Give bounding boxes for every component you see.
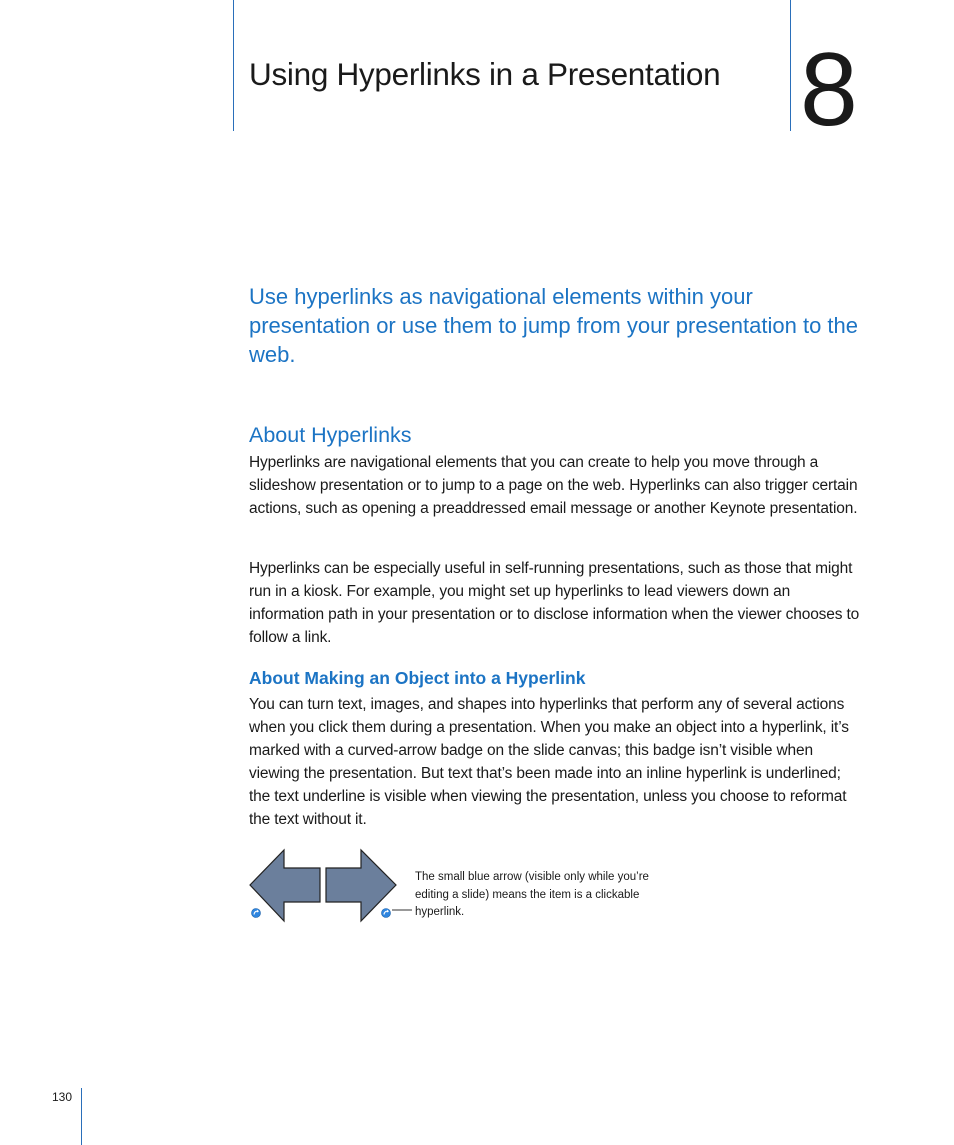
chapter-rule-right: [790, 0, 791, 131]
chapter-number: 8: [800, 32, 858, 148]
hyperlink-badge-icon-right: [382, 909, 391, 918]
chapter-title: Using Hyperlinks in a Presentation: [249, 56, 721, 92]
folio-rule: [81, 1088, 82, 1145]
hyperlink-badge-icon-left: [252, 909, 261, 918]
figure-caption: The small blue arrow (visible only while you’re editing a slide) means the item is a clickable hyperlink.: [415, 871, 649, 918]
chapter-rule-left: [233, 0, 234, 131]
chapter-intro: Use hyperlinks as navigational elements within your presentation or use them to jump from your presentation to the web.: [249, 284, 858, 367]
paragraph-making-hyperlink: You can turn text, images, and shapes into hyperlinks that perform any of several actions when you click them during a presentation. When you make an object into a hyperlink, it’s marked with a curved-arrow badge on the slide canvas; this badge isn’t visible when viewing the presentation. But text that’s been made into an inline hyperlink is underlined; the text underline is visible when viewing the presentation, unless you choose to reformat the text without it.: [249, 696, 849, 828]
left-arrow-shape: [250, 850, 320, 921]
page-number: 130: [52, 1090, 73, 1104]
paragraph-about-2: Hyperlinks can be especially useful in self-running presentations, such as those that might run in a kiosk. For example, you might set up hyperlinks to lead viewers down an information path in your presentation or to disclose information when the viewer chooses to follow a link.: [249, 560, 860, 646]
subsection-heading-making-hyperlink: About Making an Object into a Hyperlink: [249, 668, 586, 688]
section-heading-about-hyperlinks: About Hyperlinks: [249, 423, 412, 447]
paragraph-about-1: Hyperlinks are navigational elements that you can create to help you move through a slideshow presentation or to jump to a page on the web. Hyperlinks can also trigger certain actions, such as opening a preaddressed email message or another Keynote presentation.: [249, 454, 858, 517]
